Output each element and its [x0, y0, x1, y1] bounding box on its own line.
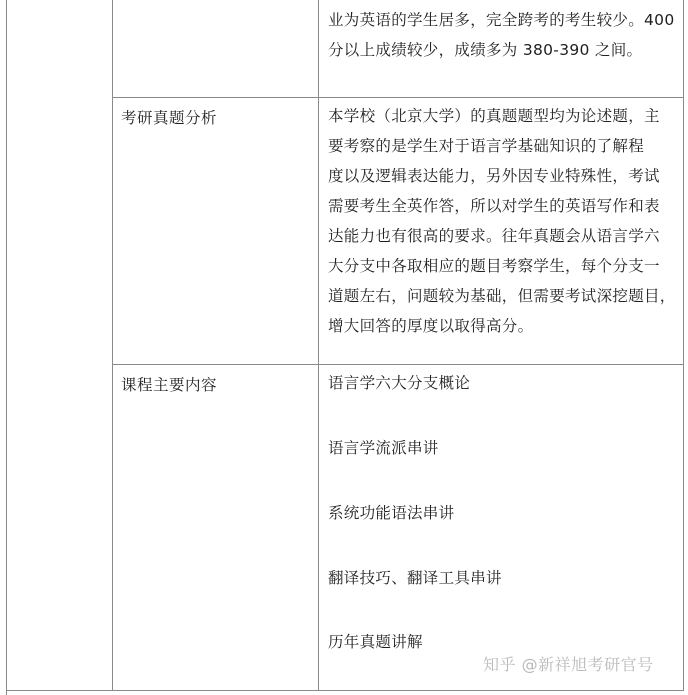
table-bottom-border: [6, 690, 684, 691]
text-line: 大分支中各取相应的题目考察学生，每个分支一: [328, 257, 660, 275]
text-line: 需要考生全英作答，所以对学生的英语写作和表: [328, 197, 660, 215]
column-divider-1: [112, 0, 113, 690]
row-divider-1: [112, 97, 684, 98]
text-line: 道题左右，问题较为基础，但需要考试深挖题目，: [328, 287, 676, 305]
row-label-course-content: 课程主要内容: [121, 376, 218, 394]
course-item: 系统功能语法串讲: [328, 504, 455, 522]
table-left-border: [6, 0, 7, 695]
row-2-content: [328, 101, 678, 341]
course-item: 翻译技巧、翻译工具串讲: [328, 569, 502, 587]
text-line: 度以及逻辑表达能力，另外因专业特殊性，考试: [328, 167, 660, 185]
course-item: 语言学六大分支概论: [328, 374, 471, 392]
text-line: 增大回答的厚度以取得高分。: [328, 317, 534, 335]
text-line: 业为英语的学生居多，完全跨考的考生较少。400: [328, 11, 675, 29]
course-item: 语言学流派串讲: [328, 439, 439, 457]
text-line: 达能力也有很高的要求。往年真题会从语言学六: [328, 227, 660, 245]
row-divider-2: [112, 364, 684, 365]
text-line: 本学校（北京大学）的真题题型均为论述题，主: [328, 107, 660, 125]
course-item: 历年真题讲解: [328, 633, 423, 651]
text-line: 分以上成绩较少，成绩多为 380-390 之间。: [328, 41, 643, 59]
row-1-content: [328, 5, 678, 65]
column-divider-2: [318, 0, 319, 690]
watermark: 知乎 @新祥旭考研官号: [483, 655, 654, 674]
text-line: 要考察的是学生对于语言学基础知识的了解程: [328, 137, 645, 155]
row-label-exam-analysis: 考研真题分析: [121, 109, 218, 127]
table-right-border: [683, 0, 684, 690]
